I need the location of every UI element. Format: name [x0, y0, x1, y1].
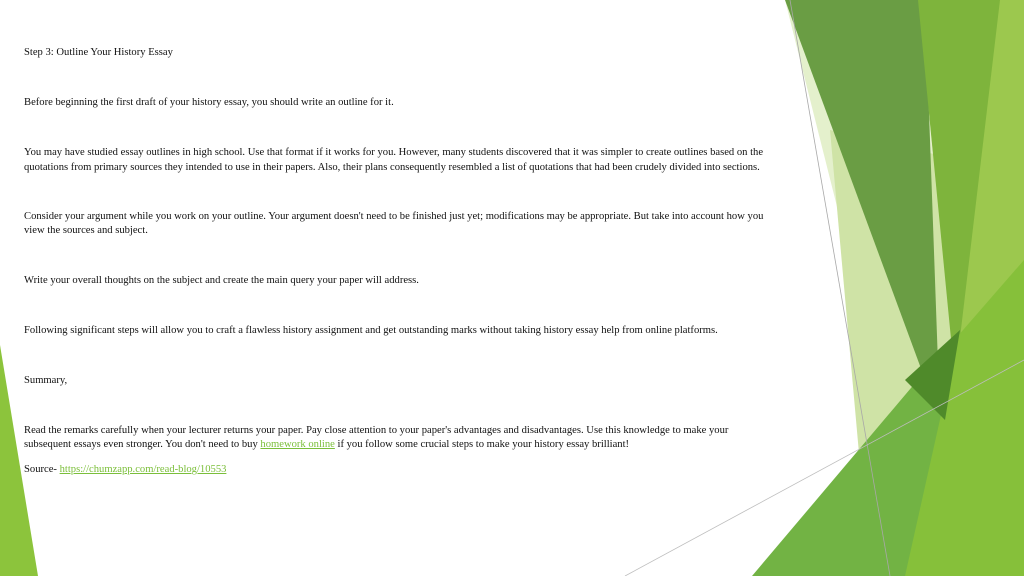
remarks-paragraph — [24, 424, 769, 452]
source-label: Source- — [24, 464, 60, 476]
homework-online-link[interactable]: homework online — [260, 439, 335, 451]
steps-paragraph: Following significant steps will allow you to craft a flawless history assignment and get outstanding marks without taking history essay help from online platforms. — [24, 325, 718, 337]
argument-paragraph: Consider your argument while you work on your outline. Your argument doesn't need to be finished just yet; modifications may be appropriate. But take into account how you view the sources and subject. — [24, 210, 764, 237]
source-link[interactable]: https://chumzapp.com/read-blog/10553 — [59, 464, 227, 476]
thoughts-paragraph: Write your overall thoughts on the subject and create the main query your paper will address. — [24, 275, 419, 287]
source-line — [24, 463, 769, 477]
remarks-text-end: if you follow some crucial steps to make your history essay brilliant! — [334, 439, 630, 451]
step-heading: Step 3: Outline Your History Essay — [24, 47, 173, 58]
remarks-text-start: Read the remarks carefully when your lecturer returns your paper. Pay close attention to your paper's advantages and disadvantages. Use this knowledge to make your subsequent essays even stronger. You don't need to buy — [24, 424, 729, 451]
intro-paragraph: Before beginning the first draft of your history essay, you should write an outline for it. — [24, 97, 394, 109]
essay-text-body — [24, 44, 769, 477]
summary-heading: Summary, — [24, 374, 68, 386]
outline-paragraph: You may have studied essay outlines in high school. Use that format if it works for you. However, many students discovered that it was simpler to create outlines based on the quotations from primary sources they intended to use in their papers. Also, their plans consequently resembled a list of quotations that had been crudely divided into sections. — [24, 147, 764, 173]
